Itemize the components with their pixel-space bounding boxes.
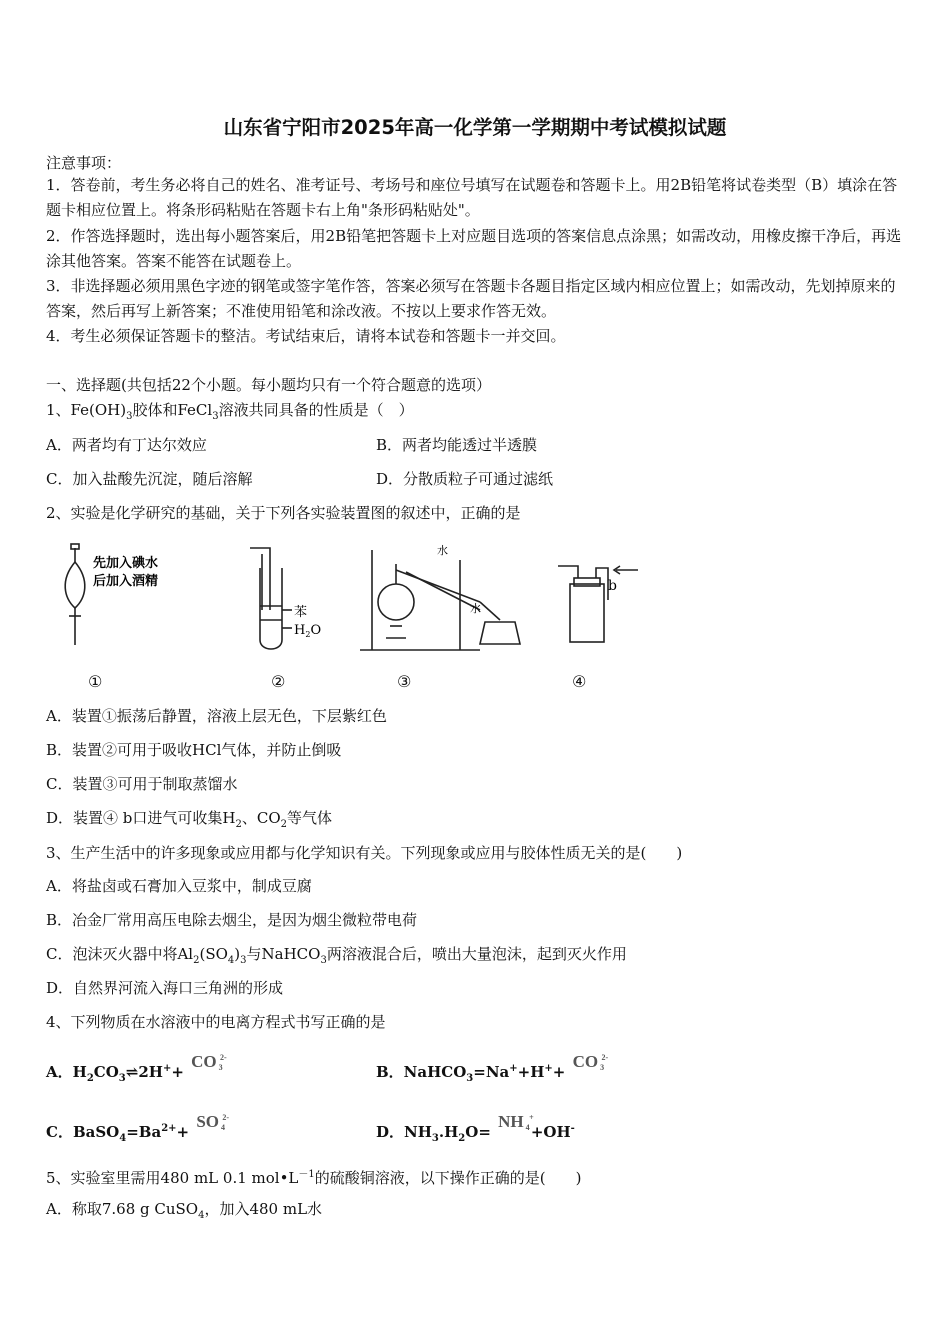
q5-stem: 5、实验室里需用480 mL 0.1 $mol•L^{-1}$的硫酸铜溶液，以下操作正确的是( ) xyxy=(46,1169,582,1187)
fig-shui-2: 水 xyxy=(470,602,481,615)
fig-text-1: 先加入碘水 xyxy=(93,556,159,571)
mark-2: ② xyxy=(271,672,286,691)
q2-stem: 2、实验是化学研究的基础，关于下列各实验装置图的叙述中，正确的是 xyxy=(46,504,521,522)
q2-option-c: C．装置③可用于制取蒸馏水 xyxy=(46,775,238,793)
separatory-funnel xyxy=(65,544,85,645)
q2-option-d: D．装置④ b口进气可收集$H_2$、$CO_2$等气体 xyxy=(46,809,333,830)
q1-stem: 1、$Fe(OH)_3$胶体和FeCl$_3$溶液共同具备的性质是（ ） xyxy=(46,401,414,422)
q4-stem: 4、下列物质在水溶液中的电离方程式书写正确的是 xyxy=(46,1013,386,1031)
fig-benzene: 苯 xyxy=(294,605,308,620)
note-4: 4．考生必须保证答题卡的整洁。考试结束后，请将本试卷和答题卡一并交回。 xyxy=(46,327,566,345)
q2-option-b: B．装置②可用于吸收HCl气体，并防止倒吸 xyxy=(46,741,342,759)
q2-option-a: A．装置①振荡后静置，溶液上层无色，下层紫红色 xyxy=(46,707,387,725)
q4-option-c: C．$BaSO_4=Ba^{2+}+$ SO 2- 4 xyxy=(46,1112,230,1144)
q1-option-a: A．两者均有丁达尔效应 xyxy=(46,436,207,454)
q4-option-a: A．$H_2CO_3\rightleftharpoons 2H^++$ CO 2- 3 xyxy=(46,1052,227,1084)
ammonium-ion: NH + 4 xyxy=(498,1112,534,1132)
q3-option-b: B．冶金厂常用高压电除去烟尘，是因为烟尘微粒带电荷 xyxy=(46,911,418,929)
fig-text-2: 后加入酒精 xyxy=(93,574,159,589)
q3-stem: 3、生产生活中的许多现象或应用都与化学知识有关。下列现象或应用与胶体性质无关的是( ) xyxy=(46,844,683,862)
mark-4: ④ xyxy=(572,672,587,691)
notes-heading: 注意事项： xyxy=(46,154,122,172)
gas-bottle xyxy=(558,566,638,642)
q3-option-c: C．泡沫灭火器中将$Al_2(SO_4)_3$与NaHCO$_3$两溶液混合后，喷出大量泡沫，起到灭火作用 xyxy=(46,945,627,966)
page-title: 山东省宁阳市2025年高一化学第一学期期中考试模拟试题 xyxy=(223,116,727,139)
q1-option-d: D．分散质粒子可通过滤纸 xyxy=(376,470,554,488)
note-2: 2．作答选择题时，选出每小题答案后，用2B铅笔把答题卡上对应题目选项的答案信息点涂黑；如需改动，用橡皮擦干净后，再选涂其他答案。答案不能答在试题卷上。 xyxy=(46,227,902,270)
q3-option-d: D．自然界河流入海口三角洲的形成 xyxy=(46,979,284,997)
mark-1: ① xyxy=(88,672,103,691)
q4-option-d: D．$NH_3.H_2O=$ NH + 4 +OH- xyxy=(376,1112,575,1144)
fig-shui-1: 水 xyxy=(437,544,448,557)
distillation-apparatus xyxy=(360,550,520,650)
q1-option-c: C．加入盐酸先沉淀，随后溶解 xyxy=(46,470,253,488)
apparatus-figure xyxy=(60,540,660,670)
carbonate-ion: CO 2- 3 xyxy=(191,1052,227,1072)
note-3: 3．非选择题必须用黑色字迹的钢笔或签字笔作答，答案必须写在答题卡各题目指定区域内相应位置上；如需改动，先划掉原来的答案，然后再写上新答案；不准使用铅笔和涂改液。不按以上要求作答无效。 xyxy=(46,277,896,320)
mark-3: ③ xyxy=(397,672,412,691)
section-heading: 一、选择题(共包括22个小题。每小题均只有一个符合题意的选项） xyxy=(46,376,491,394)
q3-option-a: A．将盐卤或石膏加入豆浆中，制成豆腐 xyxy=(46,877,312,895)
note-1: 1．答卷前，考生务必将自己的姓名、准考证号、考场号和座位号填写在试题卷和答题卡上。用2B铅笔将试卷类型（B）填涂在答题卡相应位置上。将条形码粘贴在答题卡右上角"条形码粘贴处"。 xyxy=(46,176,898,219)
q4-option-b: B．NaHCO$_3$=Na++H++ CO 2- 3 xyxy=(376,1052,609,1084)
sulfate-ion: SO 2- 4 xyxy=(196,1112,230,1132)
test-tube xyxy=(250,548,292,649)
q5-option-a: A．称取7.68 g CuSO$_4$，加入480 mL水 xyxy=(46,1200,323,1221)
q1-option-b: B．两者均能透过半透膜 xyxy=(376,436,538,454)
fig-b: b xyxy=(608,578,617,594)
carbonate-ion: CO 2- 3 xyxy=(572,1052,609,1072)
fig-water: $H_2O$ xyxy=(294,623,322,639)
